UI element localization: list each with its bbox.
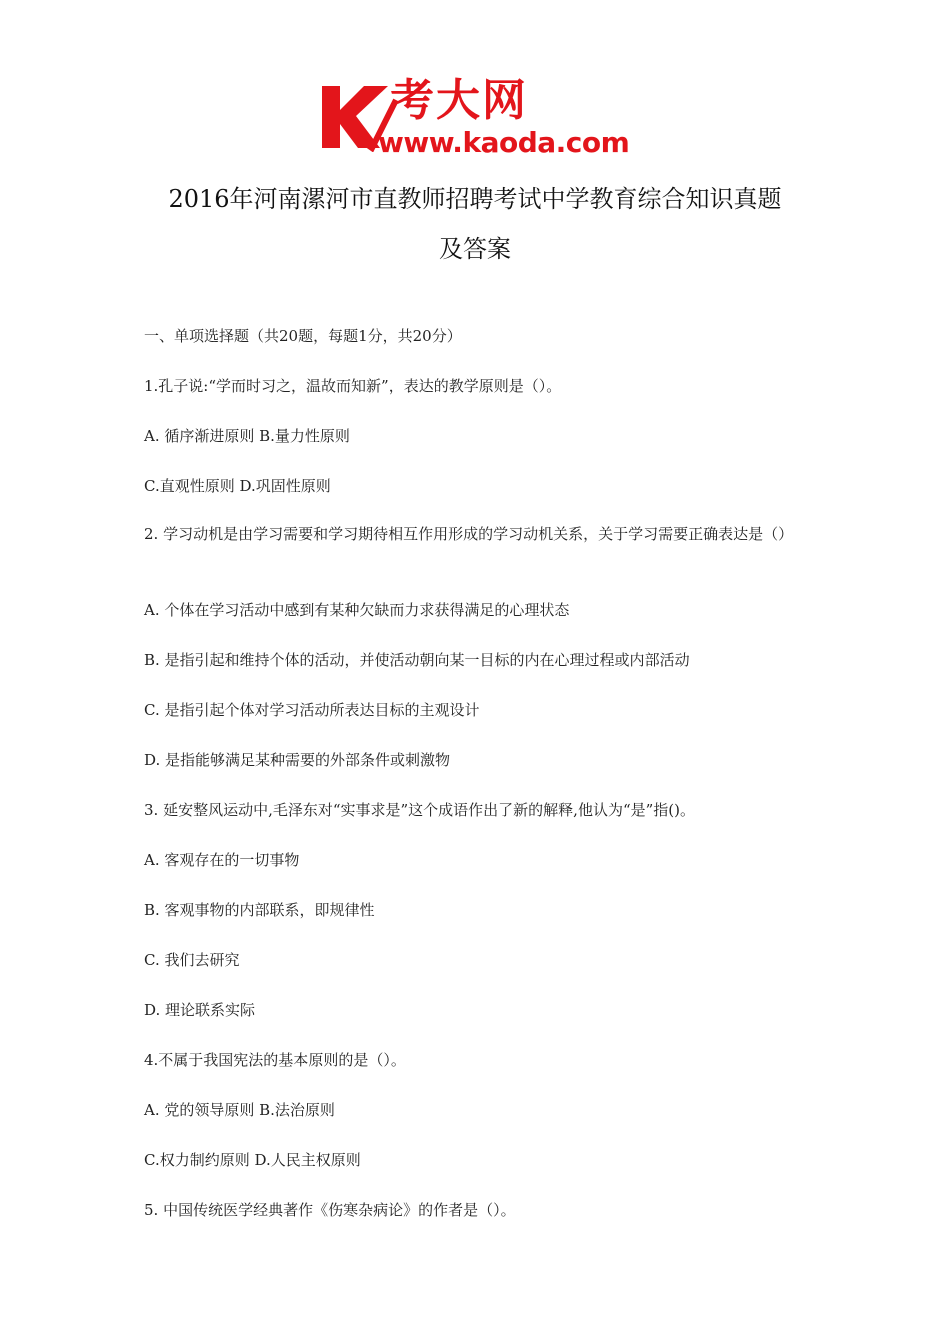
question-stem: 1.孔子说:“学而时习之，温故而知新”，表达的教学原则是（）。	[144, 377, 562, 395]
question-option: C. 是指引起个体对学习活动所表达目标的主观设计	[144, 701, 480, 719]
question-stem: 4.不属于我国宪法的基本原则的是（）。	[144, 1051, 406, 1069]
question-option: D. 是指能够满足某种需要的外部条件或刺激物	[144, 751, 451, 769]
question-option: C.直观性原则 D.巩固性原则	[144, 477, 331, 495]
logo-url-text: www.kaoda.com	[378, 126, 630, 159]
question-option: D. 理论联系实际	[144, 1001, 256, 1019]
question-stem: 3. 延安整风运动中,毛泽东对“实事求是”这个成语作出了新的解释,他认为“是”指()。	[144, 801, 695, 819]
question-option: A. 客观存在的一切事物	[144, 851, 300, 869]
section-heading: 一、单项选择题（共20题，每题1分，共20分）	[144, 327, 462, 345]
question-option: A. 个体在学习活动中感到有某种欠缺而力求获得满足的心理状态	[144, 601, 570, 619]
question-option: B. 客观事物的内部联系，即规律性	[144, 901, 375, 919]
document-title-line-2: 及答案	[439, 235, 511, 263]
question-option: A. 循序渐进原则 B.量力性原则	[144, 427, 350, 445]
kaoda-logo	[318, 75, 638, 160]
question-option: C.权力制约原则 D.人民主权原则	[144, 1151, 361, 1169]
question-option: A. 党的领导原则 B.法治原则	[144, 1101, 335, 1119]
question-option: C. 我们去研究	[144, 951, 240, 969]
question-stem: 5. 中国传统医学经典著作《伤寒杂病论》的作者是（）。	[144, 1201, 516, 1219]
question-stem: 2. 学习动机是由学习需要和学习期待相互作用形成的学习动机关系，关于学习需要正确表达是（）	[144, 525, 794, 543]
document-title-line-1: 2016年河南漯河市直教师招聘考试中学教育综合知识真题	[168, 185, 782, 213]
logo-chinese-text: 考大网	[390, 75, 528, 126]
question-option: B. 是指引起和维持个体的活动，并使活动朝向某一目标的内在心理过程或内部活动	[144, 651, 690, 669]
